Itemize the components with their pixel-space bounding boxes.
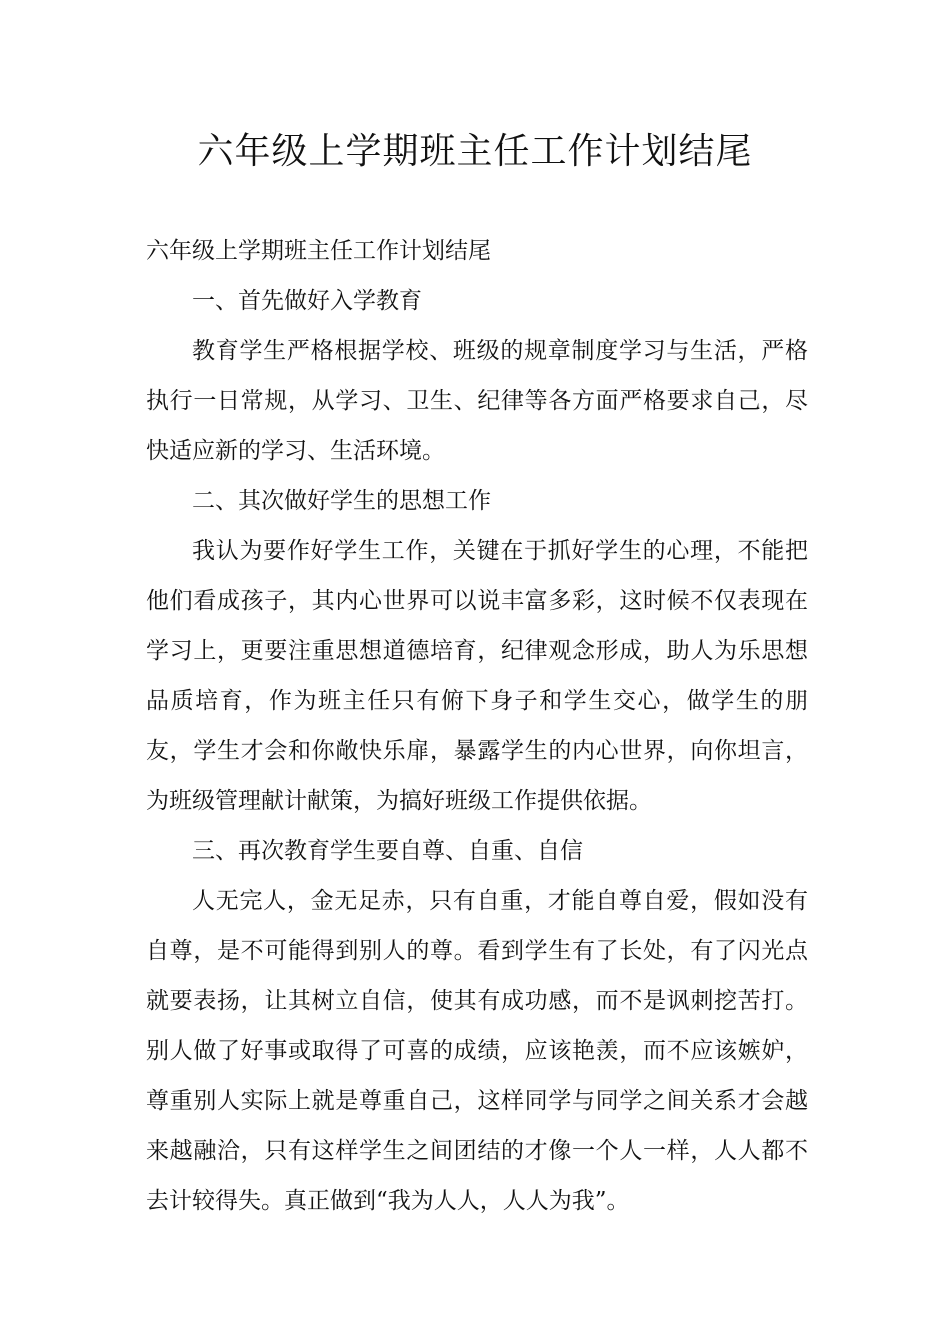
section-paragraph-1: 教育学生严格根据学校、班级的规章制度学习与生活，严格执行一日常规，从学习、卫生、纪律等各方面严格要求自己，尽快适应新的学习、生活环境。 [146, 338, 808, 464]
document-body [146, 226, 808, 1226]
section-heading-1: 一、首先做好入学教育 [192, 288, 422, 314]
document-title: 六年级上学期班主任工作计划结尾 [197, 131, 753, 172]
section-heading-3: 三、再次教育学生要自尊、自重、自信 [192, 838, 583, 864]
section-paragraph-2: 我认为要作好学生工作，关键在于抓好学生的心理，不能把他们看成孩子，其内心世界可以说丰富多彩，这时候不仅表现在学习上，更要注重思想道德培育，纪律观念形成，助人为乐思想品质培育，作为班主任只有俯下身子和学生交心，做学生的朋友，学生才会和你敞快乐扉，暴露学生的内心世界，向你坦言，为班级管理献计献策，为搞好班级工作提供依据。 [146, 538, 808, 814]
section-paragraph-3: 人无完人，金无足赤，只有自重，才能自尊自爱，假如没有自尊，是不可能得到别人的尊。看到学生有了长处，有了闪光点就要表扬，让其树立自信，使其有成功感，而不是讽刺挖苦打。别人做了好事或取得了可喜的成绩，应该艳羡，而不应该嫉妒，尊重别人实际上就是尊重自己，这样同学与同学之间关系才会越来越融洽，只有这样学生之间团结的才像一个人一样，人人都不去计较得失。真正做到“我为人人，人人为我”。 [146, 888, 808, 1214]
document-subtitle: 六年级上学期班主任工作计划结尾 [146, 238, 491, 264]
section-heading-2: 二、其次做好学生的思想工作 [192, 488, 491, 514]
